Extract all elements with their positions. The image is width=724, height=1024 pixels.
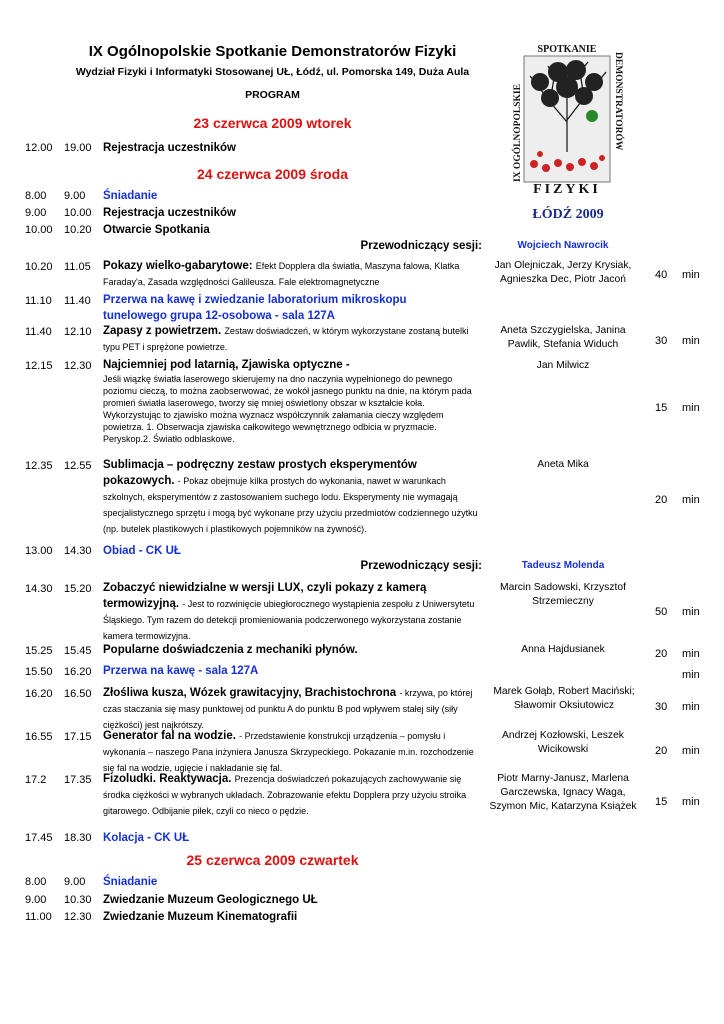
schedule-item-description: Efekt Dopplera dla światła, Maszyna falowa, Klatka Faraday'a, Zasada względności Galileusza. Fale elektromagnetyczne [103,261,460,287]
presenters: Anna Hajdusianek [521,644,605,655]
duration-unit: min [682,648,700,660]
end-time: 12.30 [64,911,92,923]
end-time: 16.20 [64,666,92,678]
start-time: 11.40 [25,326,52,338]
duration-value: 30 [655,701,668,713]
end-time: 11.40 [64,295,91,307]
schedule-item-description: - krzywa, po której czas staczania się masy punktowej od punktu A do punktu B pod wpływem stałej siły (siły ciężkości) jest najkrótszy. [103,688,473,730]
logo-bottom-text: FIZYKI [533,182,601,196]
schedule-item-title: Obiad - CK UŁ [103,545,181,557]
start-time: 11.10 [25,295,52,307]
presenters: Marcin Sadowski, Krzysztof Strzemieczny [500,582,626,607]
schedule-item-title: Generator fal na wodzie. [103,730,236,742]
duration-unit: min [682,796,700,808]
schedule-item-title: Przerwa na kawę - sala 127A [103,665,259,677]
end-time: 17.35 [64,774,92,786]
duration-unit: min [682,494,700,506]
schedule-item-description: - Przedstawienie konstrukcji urządzenia – pomysłu i wykonania – naszego Pana inżyniera Janusza Skrzypeckiego. Pokazanie m.in. rozchodzenie się fal na wodzie, ugięcie i nakładanie się fal. [103,731,474,773]
start-time: 17.2 [25,774,47,786]
day-heading-tuesday: 23 czerwca 2009 wtorek [193,115,352,131]
schedule-item-title: Sublimacja – podręczny zestaw prostych eksperymentów pokazowych. [103,459,417,487]
end-time: 12.30 [64,360,92,372]
schedule-item-title: Pokazy wielko-gabarytowe: [103,260,253,272]
day-heading-wednesday: 24 czerwca 2009 środa [197,166,348,182]
schedule-item-title: Zwiedzanie Muzeum Geologicznego UŁ [103,894,318,906]
presenters: Marek Gołąb, Robert Maciński; Sławomir Oksiutowicz [493,686,635,711]
start-time: 9.00 [25,207,47,219]
duration-unit: min [682,606,700,618]
start-time: 12.00 [25,142,53,154]
end-time: 10.00 [64,207,92,219]
schedule-item-description: - Pokaz obejmuje kilka prostych do wykonania, nawet w warunkach szkolnych, eksperymentów z zastosowaniem suchego lodu. Eksperymenty nie wymagają specjalistycznego sprzętu i mogą być wykonane przy użyciu przedmiotów codziennego użytku (np. butelek plastikowych i plastikowych pojemników na żywność). [103,476,478,534]
start-time: 13.00 [25,545,53,557]
end-time: 15.45 [64,645,92,657]
schedule-item-title: Przerwa na kawę i zwiedzanie laboratorium mikroskopu tunelowego grupa 12-osobowa - sala 127A [103,294,407,322]
venue-subtitle: Wydział Fizyki i Informatyki Stosowanej UŁ, Łódź, ul. Pomorska 149, Duża Aula [75,66,470,78]
start-time: 16.20 [25,688,53,700]
logo-right-text: DEMONSTRATORÓW [613,52,623,151]
event-logo [510,42,626,196]
schedule-item-description: Zestaw doświadczeń, w którym wykorzystane zostaną butelki typu PET i sprężone powietrze. [103,326,469,352]
start-time: 15.25 [25,645,53,657]
schedule-item-description: Prezencja doświadczeń pokazujących zachowywanie się środka ciężkości w wybranych układach. Zobrazowanie efektu Dopplera przy użyciu stroika gitarowego. Odbijanie piłek, czyli co nieco o pędzie. [103,774,467,816]
duration-unit: min [682,701,700,713]
program-heading: PROGRAM [245,89,300,101]
duration-value: 15 [655,796,668,808]
start-time: 10.20 [25,261,53,273]
duration-value: 20 [655,648,668,660]
duration-value: 20 [655,494,668,506]
session-chair-label: Przewodniczący sesji: [360,560,482,572]
schedule-item [103,457,483,537]
schedule-item-description: - Jest to rozwinięcie ubiegłorocznego wystąpienia zespołu z Uniwersytetu Śląskiego. Tym razem do detekcji promieniowania podczerwonego wykorzystana zostanie kamera termowizyjna. [103,599,475,641]
session-chair-name: Tadeusz Molenda [521,560,605,571]
day-heading-thursday: 25 czerwca 2009 czwartek [186,852,359,868]
duration-unit: min [682,745,700,757]
duration-unit: min [682,269,700,281]
presenters: Andrzej Kozłowski, Leszek Wicikowski [502,730,624,755]
start-time: 12.35 [25,460,53,472]
end-time: 11.05 [64,261,91,273]
start-time: 15.50 [25,666,53,678]
end-time: 18.30 [64,832,92,844]
end-time: 12.10 [64,326,92,338]
schedule-item-title: Zapasy z powietrzem. [103,325,222,337]
duration-unit: min [682,669,700,681]
schedule-item-title: Zwiedzanie Muzeum Kinematografii [103,911,298,923]
duration-value: 15 [655,402,668,414]
end-time: 19.00 [64,142,92,154]
duration-value: 30 [655,335,668,347]
schedule-item [103,728,480,776]
start-time: 8.00 [25,876,47,888]
schedule-item-description: Jeśli wiązkę światła laserowego skierujemy na dno naczynia wypełnionego do pewnego poziomu cieczą, to można zaobserwować, że wokół jasnego punktu na dnie, na którym pada promień światła laserowego, tworzy się mniej oświetlony obszar w kształcie koła. Wykorzystując to zjawisko można wyznacz współczynnik załamania cieczy względem powietrza. 1. Obserwacja zjawiska całkowitego wewnętrznego odbicia w pryzmacie. Peryskop.2. Światło odblaskowe. [103,374,472,444]
schedule-item [103,685,480,733]
schedule-item [103,323,478,355]
start-time: 16.55 [25,731,53,743]
end-time: 10.20 [64,224,92,236]
start-time: 10.00 [25,224,53,236]
presenters: Piotr Marny-Janusz, Marlena Garczewska, Ignacy Waga, Szymon Mic, Katarzyna Książek [489,773,637,812]
session-chair-name: Wojciech Nawrocik [517,240,609,251]
start-time: 9.00 [25,894,47,906]
schedule-item-title: Rejestracja uczestników [103,142,236,154]
schedule-item-title: Kolacja - CK UŁ [103,832,190,844]
schedule-item-title: Rejestracja uczestników [103,207,236,219]
end-time: 12.55 [64,460,92,472]
end-time: 16.50 [64,688,92,700]
start-time: 11.00 [25,911,52,923]
logo-left-text: IX OGÓLNOPOLSKIE [513,84,523,182]
schedule-item-title: Fizoludki. Reaktywacja. [103,773,232,785]
end-time: 14.30 [64,545,92,557]
start-time: 14.30 [25,583,53,595]
presenters: Jan Milwicz [536,360,590,371]
duration-unit: min [682,335,700,347]
start-time: 12.15 [25,360,53,372]
end-time: 17.15 [64,731,92,743]
schedule-item-title: Śniadanie [103,190,158,202]
duration-value: 40 [655,269,668,281]
schedule-item-title: Popularne doświadczenia z mechaniki płynów. [103,644,358,656]
schedule-item-title: Najciemniej pod latarnią, Zjawiska optyczne - [103,359,350,371]
page-title: IX Ogólnopolskie Spotkanie Demonstratorów Fizyki [88,43,457,60]
schedule-item [103,258,478,290]
session-chair-label: Przewodniczący sesji: [360,240,482,252]
start-time: 17.45 [25,832,53,844]
schedule-item-title: Otwarcie Spotkania [103,224,210,236]
logo-graphic [510,42,626,196]
duration-value: 50 [655,606,668,618]
schedule-item [103,357,483,445]
logo-city-year: ŁÓDŹ 2009 [532,207,604,222]
schedule-item-title: Złośliwa kusza, Wózek grawitacyjny, Brachistochrona [103,687,397,699]
duration-value: 20 [655,745,668,757]
end-time: 9.00 [64,190,86,202]
end-time: 10.30 [64,894,92,906]
presenters: Jan Olejniczak, Jerzy Krysiak, Agnieszka Dec, Piotr Jacoń [494,260,632,285]
schedule-item-title: Śniadanie [103,876,158,888]
schedule-item [103,580,483,644]
end-time: 15.20 [64,583,92,595]
start-time: 8.00 [25,190,47,202]
duration-unit: min [682,402,700,414]
presenters: Aneta Szczygielska, Janina Pawlik, Stefania Widuch [500,325,626,350]
schedule-item-title: Zobaczyć niewidzialne w wersji LUX, czyli pokazy z kamerą termowizyjną. [103,582,427,610]
schedule-item [103,771,480,819]
end-time: 9.00 [64,876,86,888]
logo-top-text: SPOTKANIE [537,44,597,55]
presenters: Aneta Mika [537,459,589,470]
